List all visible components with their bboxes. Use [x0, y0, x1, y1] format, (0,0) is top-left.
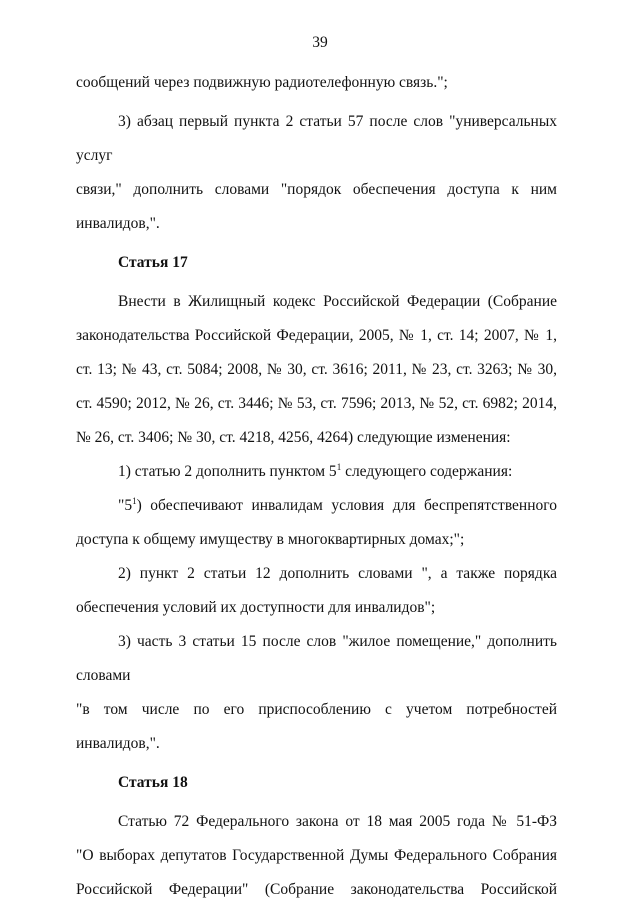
- line: ст. 13; № 43, ст. 5084; 2008, № 30, ст. 3616; 2011, № 23, ст. 3263; № 30,: [76, 361, 557, 378]
- superscript: 1: [132, 496, 137, 506]
- line: Статью 72 Федерального закона от 18 мая 2005 года № 51-ФЗ: [118, 813, 557, 830]
- superscript: 1: [336, 462, 342, 472]
- line: инвалидов,".: [76, 215, 160, 232]
- paragraph-item-3b: [76, 625, 557, 693]
- line: "О выборах депутатов Государственной Думы Федерального Собрания: [76, 847, 557, 864]
- paragraph-article-18-cont: [76, 839, 557, 907]
- line: 2) пункт 2 статьи 12 дополнить словами ", а также порядка: [118, 565, 557, 582]
- line: доступа к общему имуществу в многоквартирных домах;";: [76, 531, 465, 548]
- paragraph-article-17-intro-cont: [76, 319, 557, 455]
- text: ) обеспечивают инвалидам условия для беспрепятственного: [136, 497, 557, 514]
- text: следующего содержания:: [341, 463, 513, 480]
- paragraph-article-17-intro: [76, 285, 557, 319]
- line: 3) абзац первый пункта 2 статьи 57 после слов "универсальных услуг: [76, 113, 557, 164]
- page-number: 39: [312, 34, 328, 51]
- paragraph-item-3: [76, 105, 557, 173]
- line: обеспечения условий их доступности для инвалидов";: [76, 599, 436, 616]
- paragraph-quote-5-1-cont: [76, 523, 557, 557]
- paragraph-item-2-cont: [76, 591, 557, 625]
- paragraph-item-2: [76, 557, 557, 591]
- line: 3) часть 3 статьи 15 после слов "жилое помещение," дополнить словами: [76, 633, 557, 684]
- paragraph-item-3-cont: [76, 173, 557, 241]
- text: "5: [118, 497, 133, 514]
- paragraph-item-3b-cont: [76, 693, 557, 761]
- paragraph-article-18: [76, 805, 557, 839]
- line: Российской Федерации" (Собрание законодательства Российской: [76, 881, 557, 898]
- paragraph-continuation: сообщений через подвижную радиотелефонную связь.";: [76, 74, 448, 91]
- document-body: [76, 66, 557, 907]
- line: "в том числе по его приспособлению с учетом потребностей инвалидов,".: [76, 701, 557, 752]
- line: ст. 4590; 2012, № 26, ст. 3446; № 53, ст. 7596; 2013, № 52, ст. 6982; 2014,: [76, 395, 557, 412]
- article-18-heading: Статья 18: [118, 774, 188, 791]
- line: законодательства Российской Федерации, 2005, № 1, ст. 14; 2007, № 1,: [76, 327, 557, 344]
- text: 1) статью 2 дополнить пунктом 5: [118, 463, 337, 480]
- article-17-heading: Статья 17: [118, 254, 188, 271]
- line: связи," дополнить словами "порядок обеспечения доступа к ним: [76, 181, 557, 198]
- paragraph-item-1: [76, 455, 557, 489]
- line: Внести в Жилищный кодекс Российской Федерации (Собрание: [118, 293, 557, 310]
- line: № 26, ст. 3406; № 30, ст. 4218, 4256, 4264) следующие изменения:: [76, 429, 511, 446]
- line: [76, 489, 557, 523]
- paragraph-quote-5-1: [76, 489, 557, 523]
